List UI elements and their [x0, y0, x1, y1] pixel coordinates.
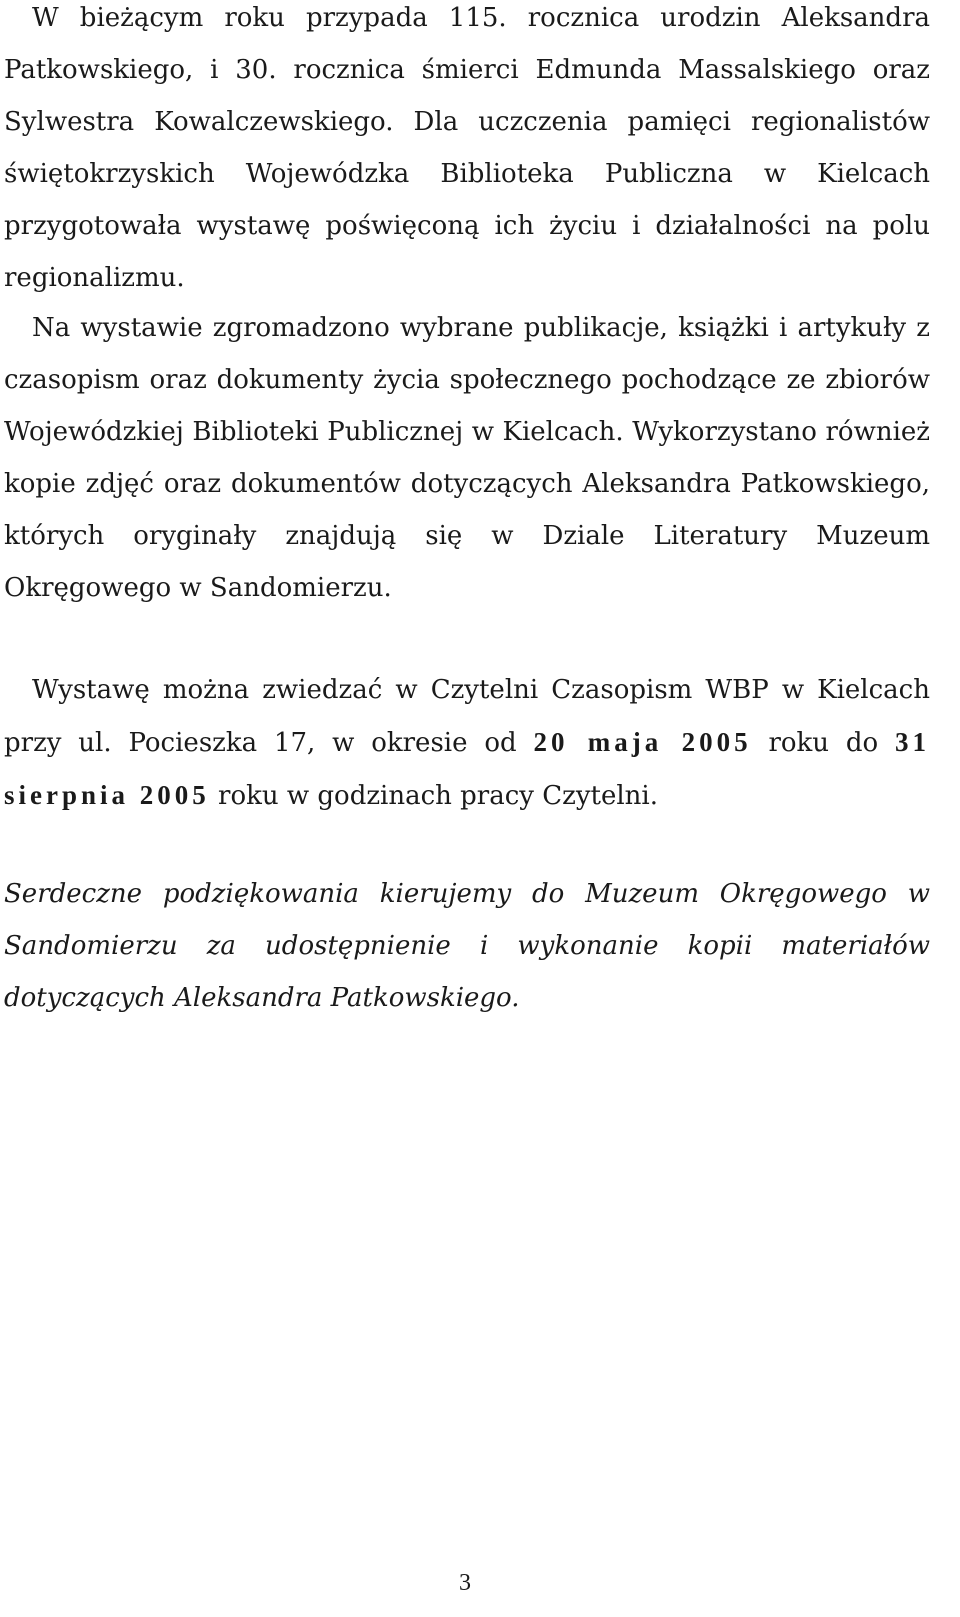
visiting-info-text-2: roku do	[751, 728, 895, 758]
visiting-info-text-1: Wystawę można zwiedzać w Czytelni Czasopism WBP w Kielcach przy ul. Pocieszka 17, w okresie od	[4, 675, 930, 758]
date-end: 31 sierpnia 2005	[4, 727, 930, 810]
paragraph-anniversary: W bieżącym roku przypada 115. rocznica urodzin Aleksandra Patkowskiego, i 30. rocznica śmierci Edmunda Massalskiego oraz Sylwestra Kowalczewskiego. Dla uczczenia pamięci regionalistów świętokrzyskich Wojewódzka Biblioteka Publiczna w Kielcach przygotowała wystawę poświęconą ich życiu i działalności na polu regionalizmu.	[4, 3, 930, 293]
page-number: 3	[459, 1570, 471, 1596]
paragraph-exhibition-contents: Na wystawie zgromadzono wybrane publikacje, książki i artykuły z czasopism oraz dokumenty życia społecznego pochodzące ze zbiorów Wojewódzkiej Biblioteki Publicznej w Kielcach. Wykorzystano również kopie zdjęć oraz dokumentów dotyczących Aleksandra Patkowskiego, których oryginały znajdują się w Dziale Literatury Muzeum Okręgowego w Sandomierzu.	[4, 313, 930, 603]
paragraph-acknowledgements: Serdeczne podziękowania kierujemy do Muzeum Okręgowego w Sandomierzu za udostępnienie i wykonanie kopii materiałów dotyczących Aleksandra Patkowskiego.	[4, 879, 930, 1013]
date-start: 20 maja 2005	[533, 727, 752, 757]
visiting-info-text-3: roku w godzinach pracy Czytelni.	[209, 781, 659, 811]
paragraph-visiting-info	[4, 664, 930, 822]
